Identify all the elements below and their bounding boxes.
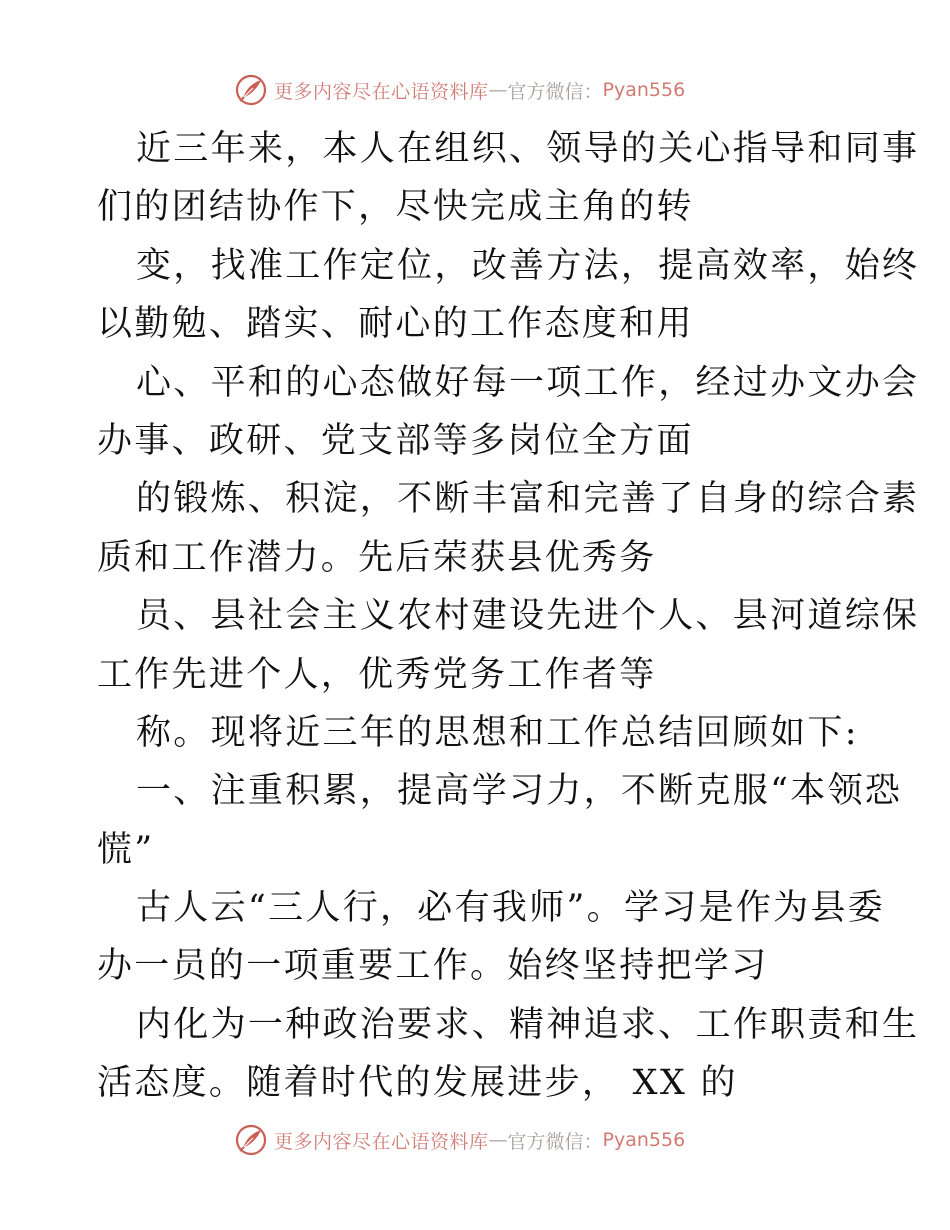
text-line: 以勤勉、踏实、耐心的工作态度和用	[97, 304, 694, 345]
text-line: 古人云“三人行，必有我师”。学习是作为县委	[136, 888, 886, 929]
section-heading-line: 慌”	[97, 829, 155, 870]
text-line: 心、平和的心态做好每一项工作，经过办文办会	[136, 362, 920, 403]
text-line: 称。现将近三年的思想和工作总结回顾如下:	[136, 712, 859, 753]
text-line: 变，找准工作定位，改善方法，提高效率，始终	[136, 245, 920, 286]
text-line: 办一员的一项重要工作。始终坚持把学习	[97, 946, 769, 987]
watermark-separator: —	[488, 79, 508, 101]
document-body	[97, 120, 920, 1113]
text-line: 近三年来，本人在组织、领导的关心指导和同事	[136, 129, 920, 169]
text-line: 们的团结协作下，尽快完成主角的转	[97, 187, 694, 228]
watermark-wechat-id: Pyan556	[602, 79, 686, 101]
watermark-wechat-id: Pyan556	[602, 1129, 686, 1151]
footer-watermark	[234, 1120, 685, 1160]
text-line: 员、县社会主义农村建设先进个人、县河道综保	[136, 596, 920, 637]
watermark-text: 更多内容尽在心语资料库	[274, 1130, 489, 1153]
header-watermark	[234, 70, 685, 110]
text-line: 办事、政研、党支部等多岗位全方面	[97, 420, 694, 461]
text-line: 的锻炼、积淀，不断丰富和完善了自身的综合素	[136, 479, 920, 520]
watermark-wechat-label: 官方微信：	[507, 80, 603, 103]
section-heading-line: 一、注重积累，提高学习力，不断克服“本领恐	[136, 771, 903, 812]
feather-pen-logo-icon	[234, 73, 268, 107]
watermark-separator: —	[488, 1129, 508, 1151]
feather-pen-logo-icon	[234, 1123, 268, 1157]
text-line: 质和工作潜力。先后荣获县优秀务	[97, 537, 657, 578]
text-line: 内化为一种政治要求、精神追求、工作职责和生	[136, 1004, 920, 1045]
watermark-text: 更多内容尽在心语资料库	[274, 80, 489, 103]
watermark-wechat-label: 官方微信：	[507, 1130, 603, 1153]
text-line: 工作先进个人，优秀党务工作者等	[97, 654, 657, 695]
text-line: 活态度。随着时代的发展进步， XX 的	[97, 1063, 738, 1104]
